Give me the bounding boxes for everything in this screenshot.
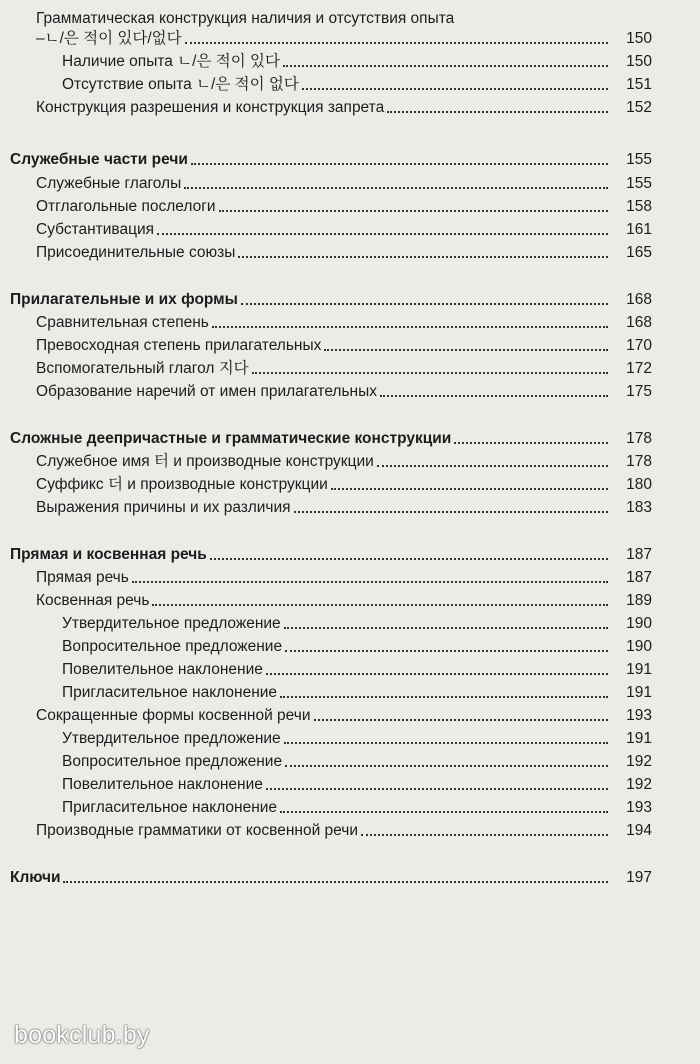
toc-entry — [0, 356, 700, 378]
toc-page-number: 168 — [626, 291, 652, 308]
dot-leader — [266, 788, 608, 790]
toc-page-number: 152 — [626, 99, 652, 116]
toc-entry-title: Превосходная степень прилагательных — [36, 337, 322, 354]
dot-leader — [283, 65, 608, 67]
dot-leader — [454, 442, 608, 444]
toc-entry — [0, 772, 700, 794]
toc-page-number: 165 — [626, 244, 652, 261]
toc-entry-title: Пригласительное наклонение — [62, 799, 278, 816]
dot-leader — [331, 488, 608, 490]
toc-page-number: 183 — [626, 499, 652, 516]
toc-entry — [0, 795, 700, 817]
toc-entry — [0, 310, 700, 332]
toc-page-number: 187 — [626, 546, 652, 563]
toc-page-number: 191 — [626, 684, 652, 701]
toc-entry — [0, 72, 700, 94]
toc-entry-title: Пригласительное наклонение — [62, 684, 278, 701]
toc-page-number: 168 — [626, 314, 652, 331]
toc-entry — [0, 26, 700, 48]
toc-entry-title: Косвенная речь — [36, 592, 150, 609]
toc-entry-title: Утвердительное предложение — [62, 615, 281, 632]
toc-page-number: 170 — [626, 337, 652, 354]
dot-leader — [219, 210, 608, 212]
toc-page-number: 190 — [626, 615, 652, 632]
toc-entry-title: Повелительное наклонение — [62, 661, 263, 678]
toc-entry — [0, 703, 700, 725]
toc-page-number: 172 — [626, 360, 652, 377]
toc-entry — [0, 749, 700, 771]
toc-entry — [0, 818, 700, 840]
dot-leader — [185, 42, 608, 44]
toc-entry-title: Присоединительные союзы — [36, 244, 236, 261]
toc-page-number: 158 — [626, 198, 652, 215]
toc-page-number: 191 — [626, 730, 652, 747]
toc-entry-title: Вопросительное предложение — [62, 753, 283, 770]
toc-entry-title: Образование наречий от имен прилагательных — [36, 383, 377, 400]
toc-chapter-title: Сложные деепричастные и грамматические конструкции — [10, 430, 452, 447]
toc-chapter-title: Прямая и косвенная речь — [10, 546, 207, 563]
toc-chapter-title: Служебные части речи — [10, 151, 188, 168]
dot-leader — [387, 111, 608, 113]
toc-entry-title: Выражения причины и их различия — [36, 499, 291, 516]
toc-page-number: 193 — [626, 707, 652, 724]
dot-leader — [294, 511, 608, 513]
toc-entry-title: Отсутствие опыта ㄴ/은 적이 없다 — [62, 76, 299, 93]
toc-chapter-title: Прилагательные и их формы — [10, 291, 238, 308]
toc-entry-title: Сокращенные формы косвенной речи — [36, 707, 311, 724]
dot-leader — [191, 163, 608, 165]
dot-leader — [380, 395, 608, 397]
toc-chapter — [0, 426, 700, 448]
toc-entry — [0, 495, 700, 517]
toc-entry-title: Конструкция разрешения и конструкция запрета — [36, 99, 385, 116]
toc-entry-title: Вспомогательный глагол 지다 — [36, 360, 249, 377]
dot-leader — [63, 881, 608, 883]
toc-chapter — [0, 287, 700, 309]
toc-entry — [0, 472, 700, 494]
toc-page-number: 187 — [626, 569, 652, 586]
toc-chapter — [0, 542, 700, 564]
toc-entry — [0, 217, 700, 239]
toc-page-number: 180 — [626, 476, 652, 493]
dot-leader — [210, 558, 608, 560]
dot-leader — [302, 88, 608, 90]
dot-leader — [212, 326, 608, 328]
toc-entry — [0, 588, 700, 610]
dot-leader — [238, 256, 608, 258]
toc-entry — [0, 449, 700, 471]
dot-leader — [241, 303, 608, 305]
toc-page-number: 155 — [626, 175, 652, 192]
toc-entry — [0, 726, 700, 748]
dot-leader — [280, 696, 608, 698]
dot-leader — [314, 719, 609, 721]
toc-entry-title: Грамматическая конструкция наличия и отсутствия опыта — [36, 10, 455, 27]
dot-leader — [285, 650, 608, 652]
toc-entry-title: Вопросительное предложение — [62, 638, 283, 655]
toc-entry-title: Служебные глаголы — [36, 175, 182, 192]
toc-entry — [0, 171, 700, 193]
toc-entry-title: Повелительное наклонение — [62, 776, 263, 793]
dot-leader — [252, 372, 608, 374]
dot-leader — [152, 604, 608, 606]
toc-entry-title: Прямая речь — [36, 569, 129, 586]
toc-page-number: 175 — [626, 383, 652, 400]
toc-chapter-title: Ключи — [10, 869, 61, 886]
watermark-text: bookclub.by — [14, 1021, 150, 1049]
dot-leader — [324, 349, 608, 351]
dot-leader — [184, 187, 608, 189]
dot-leader — [280, 811, 608, 813]
toc-page-number: 193 — [626, 799, 652, 816]
dot-leader — [361, 834, 608, 836]
toc-entry — [0, 657, 700, 679]
toc-entry — [0, 611, 700, 633]
toc-chapter — [0, 865, 700, 887]
toc-entry — [0, 194, 700, 216]
toc-page-number: 192 — [626, 776, 652, 793]
toc-entry — [0, 49, 700, 71]
toc-page-number: 191 — [626, 661, 652, 678]
toc-entry — [0, 565, 700, 587]
toc-entry — [0, 379, 700, 401]
toc-page-number: 178 — [626, 453, 652, 470]
dot-leader — [284, 627, 608, 629]
dot-leader — [285, 765, 608, 767]
toc-page-number: 161 — [626, 221, 652, 238]
dot-leader — [266, 673, 608, 675]
toc-entry-title: Производные грамматики от косвенной речи — [36, 822, 359, 839]
toc-entry-title: –ㄴ/은 적이 있다/없다 — [36, 30, 182, 47]
dot-leader — [284, 742, 608, 744]
toc-entry-title: Утвердительное предложение — [62, 730, 281, 747]
toc-page-number: 190 — [626, 638, 652, 655]
toc-chapter — [0, 147, 700, 169]
toc-page-number: 151 — [626, 76, 652, 93]
toc-entry-title: Сравнительная степень — [36, 314, 209, 331]
toc-entry-title: Служебное имя 터 и производные конструкции — [36, 453, 374, 470]
toc-entry — [0, 333, 700, 355]
dot-leader — [377, 465, 608, 467]
toc-page-number: 192 — [626, 753, 652, 770]
toc-page-number: 178 — [626, 430, 652, 447]
dot-leader — [157, 233, 608, 235]
toc-entry-title: Отглагольные послелоги — [36, 198, 216, 215]
toc-entry — [0, 240, 700, 262]
toc-entry — [0, 95, 700, 117]
toc-entry — [0, 680, 700, 702]
toc-entry — [0, 634, 700, 656]
toc-page-number: 197 — [626, 869, 652, 886]
toc-page-number: 194 — [626, 822, 652, 839]
dot-leader — [132, 581, 608, 583]
toc-entry-title: Суффикс 더 и производные конструкции — [36, 476, 328, 493]
toc-entry-title: Субстантивация — [36, 221, 155, 238]
toc-page-number: 150 — [626, 53, 652, 70]
toc-page-number: 155 — [626, 151, 652, 168]
toc-page-number: 150 — [626, 30, 652, 47]
toc-entry-title: Наличие опыта ㄴ/은 적이 있다 — [62, 53, 280, 70]
toc-page-number: 189 — [626, 592, 652, 609]
